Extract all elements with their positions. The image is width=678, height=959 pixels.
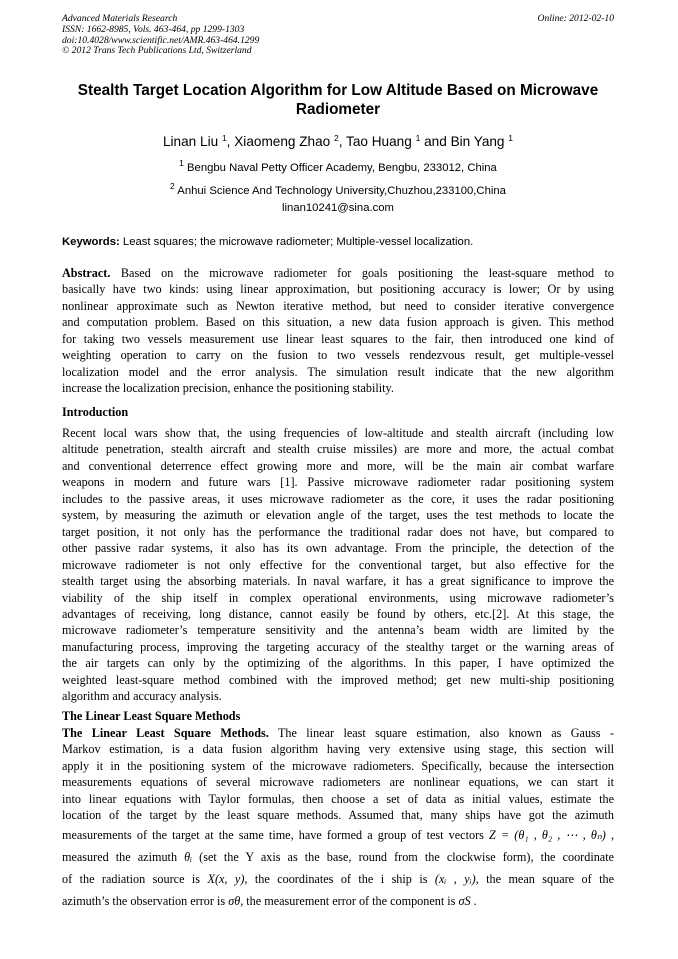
- author-name: Xiaomeng Zhao: [234, 134, 331, 149]
- author-name: Linan Liu: [162, 134, 219, 149]
- title-line-2: Radiometer: [295, 101, 381, 118]
- author-list: Linan Liu $^1$, Xiaomeng Zhao $^2$, Tao Huang $^1$ and Bin Yang $^1$: [162, 133, 514, 149]
- keywords-text: Least squares; the microwave radiometer; Multiple-vessel localization.: [122, 236, 474, 248]
- section-heading-linear-least-square: The Linear Least Square Methods: [62, 709, 241, 723]
- equation-source-coordinate: X(x, y): [207, 871, 245, 886]
- author-email[interactable]: linan10241@sina.com: [282, 202, 394, 214]
- copyright-line: © 2012 Trans Tech Publications Ltd, Switzerland: [62, 45, 252, 57]
- equation-sigma-theta: σθ: [228, 893, 241, 908]
- equation-azimuth: θᵢ: [184, 849, 193, 864]
- keywords-label: Keywords:: [62, 236, 120, 248]
- subsection-heading: The Linear Least Square Methods.: [62, 726, 269, 740]
- paper-title: [62, 81, 614, 119]
- author-affiliation-mark: 1: [415, 133, 421, 143]
- affiliation-1: $^1$ Bengbu Naval Petty Officer Academy, Bengbu, 233012, China: [179, 158, 497, 174]
- affiliation-2: $^2$ Anhui Science And Technology University,Chuzhou,233100,China: [170, 181, 506, 197]
- equation-ship-coordinate: (xᵢ , yᵢ): [434, 871, 476, 886]
- equation-test-vector: Z = (θ₁ , θ₂ , ⋯ , θₙ) ,: [489, 827, 615, 842]
- author-affiliation-mark: 1: [508, 133, 514, 143]
- author-affiliation-mark: 2: [334, 133, 339, 143]
- introduction-body: Recent local wars show that, the using frequencies of low-altitude and stealth aircraft (including low altitude penetration, stealth aircraft and stealth cruise missiles) are more and more, the actual combat and conventional deterrence effect growing more and more, will be the main air combat warfare weapons in modern and future wars [1]. Passive microwave radiometer radar positioning system includes to the passive areas, it uses microwave radiometer as the core, it uses the radar positioning system, by measuring the azimuth or elevation angle of the target, uses the test methods to locate the target position, it not only has the performance the traditional radar does not have, but compared to other passive radar systems, it also has its own advantage. From the principle, the detection of the microwave radiometer is not only effective for the conventional target, but also effective for the stealth target using the absorbing materials. In naval warfare, it has a great significance to improve the viability of the ship itself in complex operational environments, using microwave radiometer’s advantages of receiving, long distance, cannot easily be found by others, etc.[2]. At this stage, the microwave radiometer’s temperature sensitivity and the antenna’s beam width are limited by the manufacturing process, improving the targeting accuracy of the stealthy target or the warning areas of the air targets can only by the optimizing of the algorithms. In this paper, I have optimized the weighted least-square method combined with the improved method; get new multi-ship positioning algorithm and accuracy analysis.: [62, 426, 614, 704]
- author-and: and: [424, 134, 447, 149]
- author-affiliation-mark: 1: [221, 133, 227, 143]
- linear-least-square-body: The Linear Least Square Methods. The linear least square estimation, also known as Gauss - Markov estimation, is a data fusion algorithm having very extensive using stage, this section will apply it in the positioning system of the microwave radiometers. Specifically, because the intersection measurements equations of several microwave radiometers are nonlinear equations, we can start it into linear equations with Taylor formulas, then choose a set of data as initial values, estimate the location of the target by the least square methods. Assumed that, many ships have got the azimuth measurements of the target at the same time, have formed a group of test vectors Z = (θ₁ , θ₂ , ⋯ , θₙ) , measured the azimuth θᵢ (set the Y axis as the base, round from the clockwise form), the coordinate of the radiation source is X(x, y), the coordinates of the i ship is (xᵢ , yᵢ), the mean square of the azimuth’s the observation error is σθ, the measurement error of the component is σS .: [62, 726, 615, 908]
- title-line-1: Stealth Target Location Algorithm for Low Altitude Based on Microwave: [77, 82, 599, 99]
- section-heading-introduction: Introduction: [62, 405, 129, 419]
- journal-name: Advanced Materials Research: [62, 13, 178, 24]
- equation-sigma-s: σS: [458, 893, 471, 908]
- issn-line: ISSN: 1662-8985, Vols. 463-464, pp 1299-1303: [62, 23, 245, 35]
- journal-header: [62, 14, 259, 57]
- author-name: Tao Huang: [346, 134, 412, 149]
- abstract: Abstract. Based on the microwave radiometer for goals positioning the least-square method to basically have two kinds: using linear approximation, but positioning accuracy is lower; Or by using nonlinear approximate such as Newton iterative method, but need to consider iterative convergence and computation problem. Based on this situation, a new data fusion approach is given. This method for taking two vessels measurement use linear least squares to the fair, then introduced one kind of weighting operation to carry on the fusion to two vessels rendezvous result, get multiple-vessel localization model and the error analysis. The simulation result indicate that the new algorithm increase the localization precision, enhance the positioning stability.: [62, 266, 615, 396]
- author-name: Bin Yang: [450, 134, 505, 149]
- doi-line[interactable]: doi:10.4028/www.scientific.net/AMR.463-464.1299: [62, 34, 260, 46]
- online-date: Online: 2012-02-10: [537, 13, 614, 24]
- keywords: [62, 235, 614, 249]
- abstract-label: Abstract.: [62, 266, 111, 280]
